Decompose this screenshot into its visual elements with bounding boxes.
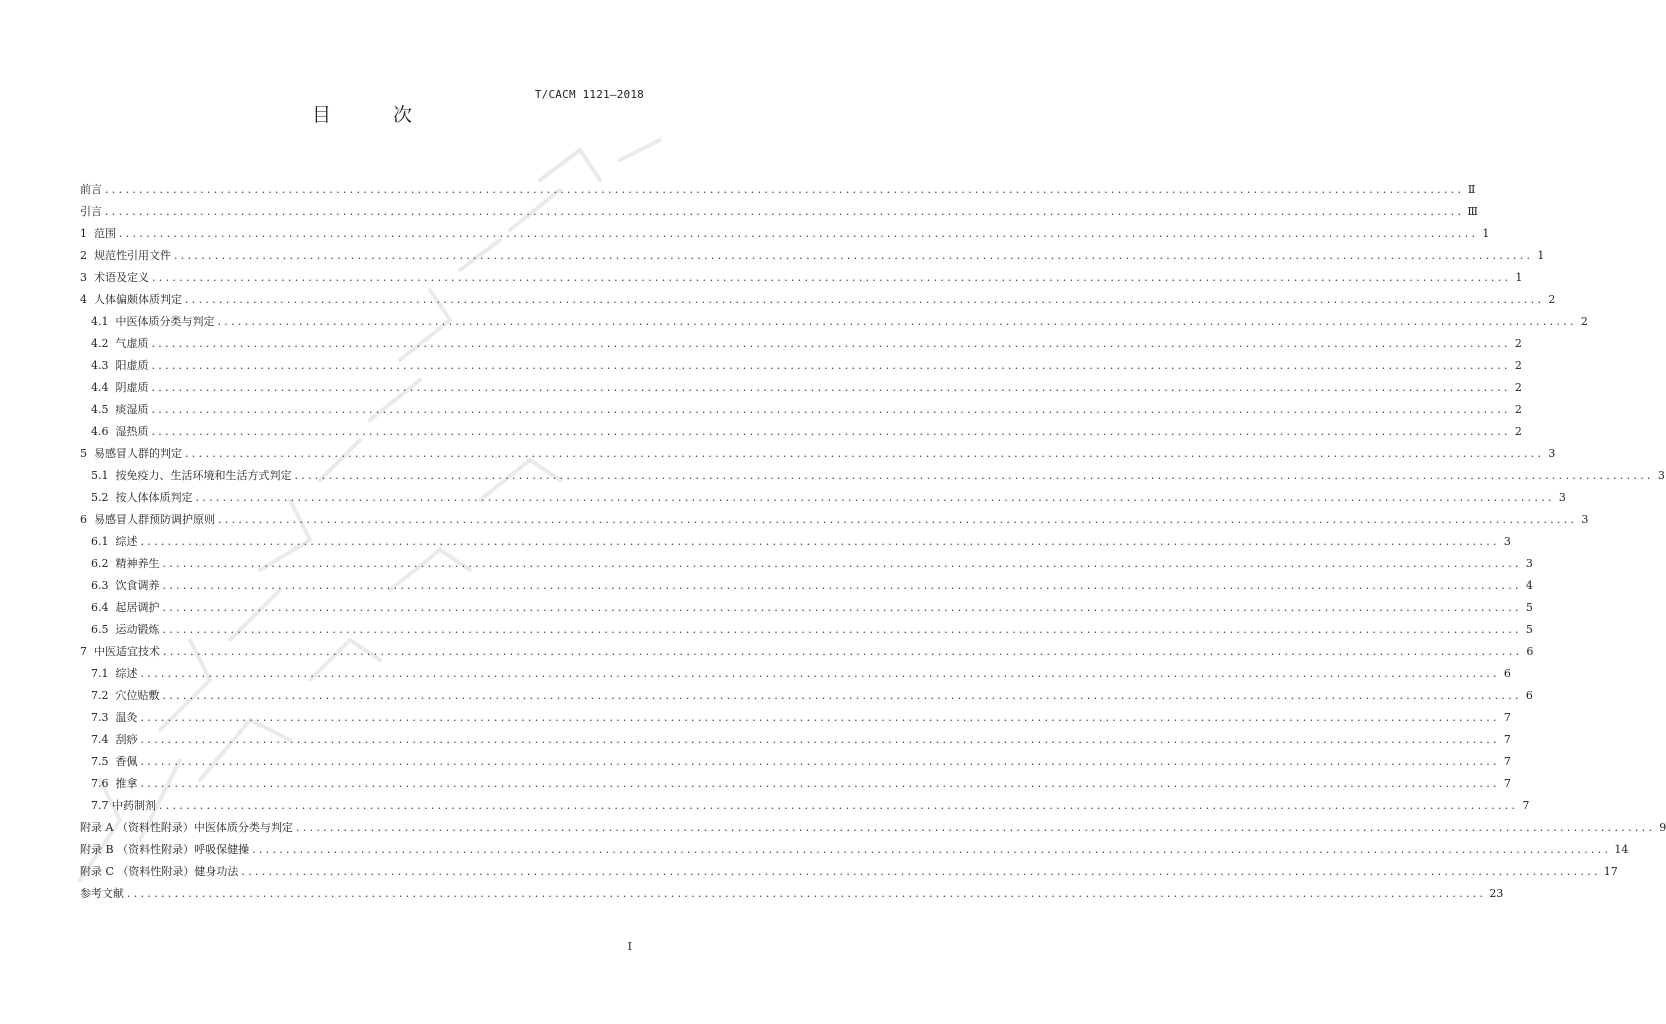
toc-entry-page: 2 <box>1514 403 1522 416</box>
toc-entry[interactable] <box>80 245 1545 267</box>
toc-entry-label: 4.1 中医体质分类与判定 <box>91 315 215 328</box>
toc-entry-label: 7.2 穴位贴敷 <box>91 689 160 702</box>
toc-entry[interactable] <box>80 707 1511 729</box>
toc-entry[interactable] <box>80 553 1533 575</box>
toc-entry[interactable] <box>80 223 1490 245</box>
toc-entry-label: 6.3 饮食调养 <box>91 579 160 592</box>
toc-entry-label: 前言 <box>80 183 102 196</box>
toc-entry[interactable] <box>80 355 1522 377</box>
toc-entry-page: 2 <box>1580 315 1588 328</box>
toc-entry-page: 3 <box>1581 513 1589 526</box>
page-number: I <box>627 940 632 953</box>
toc-dot-leader: ........................................................................................................................................................................................................ <box>162 689 1522 702</box>
toc-entry[interactable] <box>80 641 1534 663</box>
toc-entry[interactable] <box>80 421 1522 443</box>
table-of-contents <box>80 179 1666 905</box>
toc-entry[interactable] <box>80 399 1522 421</box>
toc-entry[interactable] <box>80 465 1665 487</box>
toc-entry-page: 6 <box>1525 689 1533 702</box>
toc-entry-page: 6 <box>1526 645 1534 658</box>
toc-entry[interactable] <box>80 289 1556 311</box>
toc-entry-page: 1 <box>1482 227 1490 240</box>
toc-entry-page: 14 <box>1614 843 1629 856</box>
toc-dot-leader: ........................................................................................................................................................................................................ <box>185 293 1545 306</box>
toc-entry-label: 6 易感冒人群预防调护原则 <box>80 513 215 526</box>
toc-dot-leader: ........................................................................................................................................................................................................ <box>162 579 1522 592</box>
toc-entry[interactable] <box>80 751 1511 773</box>
toc-entry-page: 2 <box>1514 381 1522 394</box>
toc-dot-leader: ........................................................................................................................................................................................................ <box>174 249 1534 262</box>
toc-entry[interactable] <box>80 773 1511 795</box>
toc-entry[interactable] <box>80 883 1504 905</box>
toc-dot-leader: ........................................................................................................................................................................................................ <box>185 447 1545 460</box>
toc-entry-page: 3 <box>1657 469 1665 482</box>
toc-dot-leader: ........................................................................................................................................................................................................ <box>218 513 1578 526</box>
toc-dot-leader: ........................................................................................................................................................................................................ <box>105 205 1465 218</box>
toc-entry-page: 6 <box>1503 667 1511 680</box>
toc-entry-page: 7 <box>1503 711 1511 724</box>
toc-entry[interactable] <box>80 729 1511 751</box>
toc-entry-label: 附录 C （资料性附录）健身功法 <box>80 865 239 878</box>
toc-entry-page: 7 <box>1503 777 1511 790</box>
toc-entry[interactable] <box>80 839 1629 861</box>
toc-entry-label: 6.4 起居调护 <box>91 601 160 614</box>
page-title: 目 次 <box>311 104 441 126</box>
toc-dot-leader: ........................................................................................................................................................................................................ <box>151 403 1511 416</box>
toc-entry-label: 参考文献 <box>80 887 124 900</box>
toc-entry-label: 4.5 痰湿质 <box>91 403 149 416</box>
toc-dot-leader: ........................................................................................................................................................................................................ <box>294 469 1654 482</box>
toc-entry[interactable] <box>80 311 1588 333</box>
toc-dot-leader: ........................................................................................................................................................................................................ <box>151 425 1511 438</box>
toc-entry-page: 23 <box>1489 887 1504 900</box>
toc-entry-label: 5.1 按免疫力、生活环境和生活方式判定 <box>91 469 292 482</box>
toc-entry-page: 3 <box>1548 447 1556 460</box>
toc-entry[interactable] <box>80 201 1478 223</box>
toc-dot-leader: ........................................................................................................................................................................................................ <box>140 777 1500 790</box>
toc-dot-leader: ........................................................................................................................................................................................................ <box>241 865 1601 878</box>
toc-dot-leader: ........................................................................................................................................................................................................ <box>162 557 1522 570</box>
toc-entry-page: 1 <box>1537 249 1545 262</box>
toc-entry-page: 2 <box>1514 359 1522 372</box>
toc-dot-leader: ........................................................................................................................................................................................................ <box>163 645 1523 658</box>
toc-entry[interactable] <box>80 619 1533 641</box>
toc-entry-label: 4.4 阴虚质 <box>91 381 149 394</box>
toc-entry-label: 6.2 精神养生 <box>91 557 160 570</box>
toc-entry[interactable] <box>80 179 1476 201</box>
toc-entry-label: 3 术语及定义 <box>80 271 149 284</box>
toc-dot-leader: ........................................................................................................................................................................................................ <box>140 535 1500 548</box>
toc-entry[interactable] <box>80 531 1511 553</box>
toc-entry-label: 6.1 综述 <box>91 535 138 548</box>
standard-code: T/CACM 1121—2018 <box>534 88 644 101</box>
toc-entry[interactable] <box>80 861 1618 883</box>
toc-entry-page: 5 <box>1525 601 1533 614</box>
toc-entry-page: 5 <box>1525 623 1533 636</box>
toc-dot-leader: ........................................................................................................................................................................................................ <box>119 227 1479 240</box>
toc-entry-label: 附录 B （资料性附录）呼吸保健操 <box>80 843 250 856</box>
toc-entry-page: 3 <box>1558 491 1566 504</box>
toc-entry[interactable] <box>80 443 1556 465</box>
toc-entry-label: 1 范围 <box>80 227 116 240</box>
toc-entry-label: 4.3 阳虚质 <box>91 359 149 372</box>
toc-entry-page: Ⅲ <box>1467 205 1478 218</box>
toc-entry-label: 4 人体偏颇体质判定 <box>80 293 182 306</box>
toc-entry[interactable] <box>80 333 1522 355</box>
toc-entry-page: 1 <box>1515 271 1523 284</box>
toc-entry-page: 7 <box>1503 733 1511 746</box>
toc-entry-page: 9 <box>1659 821 1666 834</box>
toc-entry-label: 7 中医适宜技术 <box>80 645 160 658</box>
toc-entry[interactable] <box>80 487 1566 509</box>
toc-dot-leader: ........................................................................................................................................................................................................ <box>162 623 1522 636</box>
toc-entry[interactable] <box>80 817 1666 839</box>
toc-entry-label: 7.6 推拿 <box>91 777 138 790</box>
toc-entry-label: 7.3 温灸 <box>91 711 138 724</box>
toc-dot-leader: ........................................................................................................................................................................................................ <box>140 711 1500 724</box>
toc-dot-leader: ........................................................................................................................................................................................................ <box>151 381 1511 394</box>
toc-dot-leader: ........................................................................................................................................................................................................ <box>252 843 1612 856</box>
toc-entry-page: 7 <box>1503 755 1511 768</box>
toc-dot-leader: ........................................................................................................................................................................................................ <box>162 601 1522 614</box>
toc-entry[interactable] <box>80 795 1530 817</box>
toc-entry-label: 5 易感冒人群的判定 <box>80 447 182 460</box>
toc-entry-page: 2 <box>1548 293 1556 306</box>
toc-entry-label: 2 规范性引用文件 <box>80 249 171 262</box>
toc-dot-leader: ........................................................................................................................................................................................................ <box>140 667 1500 680</box>
toc-entry-label: 5.2 按人体体质判定 <box>91 491 193 504</box>
toc-dot-leader: ........................................................................................................................................................................................................ <box>140 733 1500 746</box>
toc-dot-leader: ........................................................................................................................................................................................................ <box>105 183 1465 196</box>
toc-entry-label: 附录 A （资料性附录）中医体质分类与判定 <box>80 821 293 834</box>
toc-entry-page: 7 <box>1522 799 1530 812</box>
toc-entry[interactable] <box>80 685 1533 707</box>
toc-entry-page: 17 <box>1603 865 1618 878</box>
toc-dot-leader: ........................................................................................................................................................................................................ <box>151 337 1511 350</box>
toc-dot-leader: ........................................................................................................................................................................................................ <box>152 271 1512 284</box>
toc-entry[interactable] <box>80 509 1589 531</box>
toc-dot-leader: ........................................................................................................................................................................................................ <box>151 359 1511 372</box>
toc-entry-label: 7.7 中药制剂 <box>91 799 156 812</box>
toc-dot-leader: ........................................................................................................................................................................................................ <box>217 315 1577 328</box>
toc-entry-page: 4 <box>1525 579 1533 592</box>
toc-entry[interactable] <box>80 377 1522 399</box>
toc-entry[interactable] <box>80 663 1511 685</box>
toc-entry-page: 3 <box>1525 557 1533 570</box>
toc-entry[interactable] <box>80 597 1533 619</box>
toc-entry-label: 6.5 运动锻炼 <box>91 623 160 636</box>
toc-dot-leader: ........................................................................................................................................................................................................ <box>159 799 1519 812</box>
toc-entry-label: 引言 <box>80 205 102 218</box>
toc-entry-page: 2 <box>1514 337 1522 350</box>
toc-dot-leader: ........................................................................................................................................................................................................ <box>127 887 1487 900</box>
toc-entry-label: 7.1 综述 <box>91 667 138 680</box>
toc-entry-page: Ⅱ <box>1467 183 1476 196</box>
toc-entry-page: 3 <box>1503 535 1511 548</box>
toc-entry-label: 4.6 湿热质 <box>91 425 149 438</box>
toc-entry-label: 7.4 刮痧 <box>91 733 138 746</box>
toc-entry[interactable] <box>80 575 1533 597</box>
toc-dot-leader: ........................................................................................................................................................................................................ <box>140 755 1500 768</box>
toc-dot-leader: ........................................................................................................................................................................................................ <box>195 491 1555 504</box>
toc-entry-label: 4.2 气虚质 <box>91 337 149 350</box>
toc-dot-leader: ........................................................................................................................................................................................................ <box>295 821 1656 834</box>
toc-entry-page: 2 <box>1514 425 1522 438</box>
toc-entry[interactable] <box>80 267 1523 289</box>
toc-entry-label: 7.5 香佩 <box>91 755 138 768</box>
